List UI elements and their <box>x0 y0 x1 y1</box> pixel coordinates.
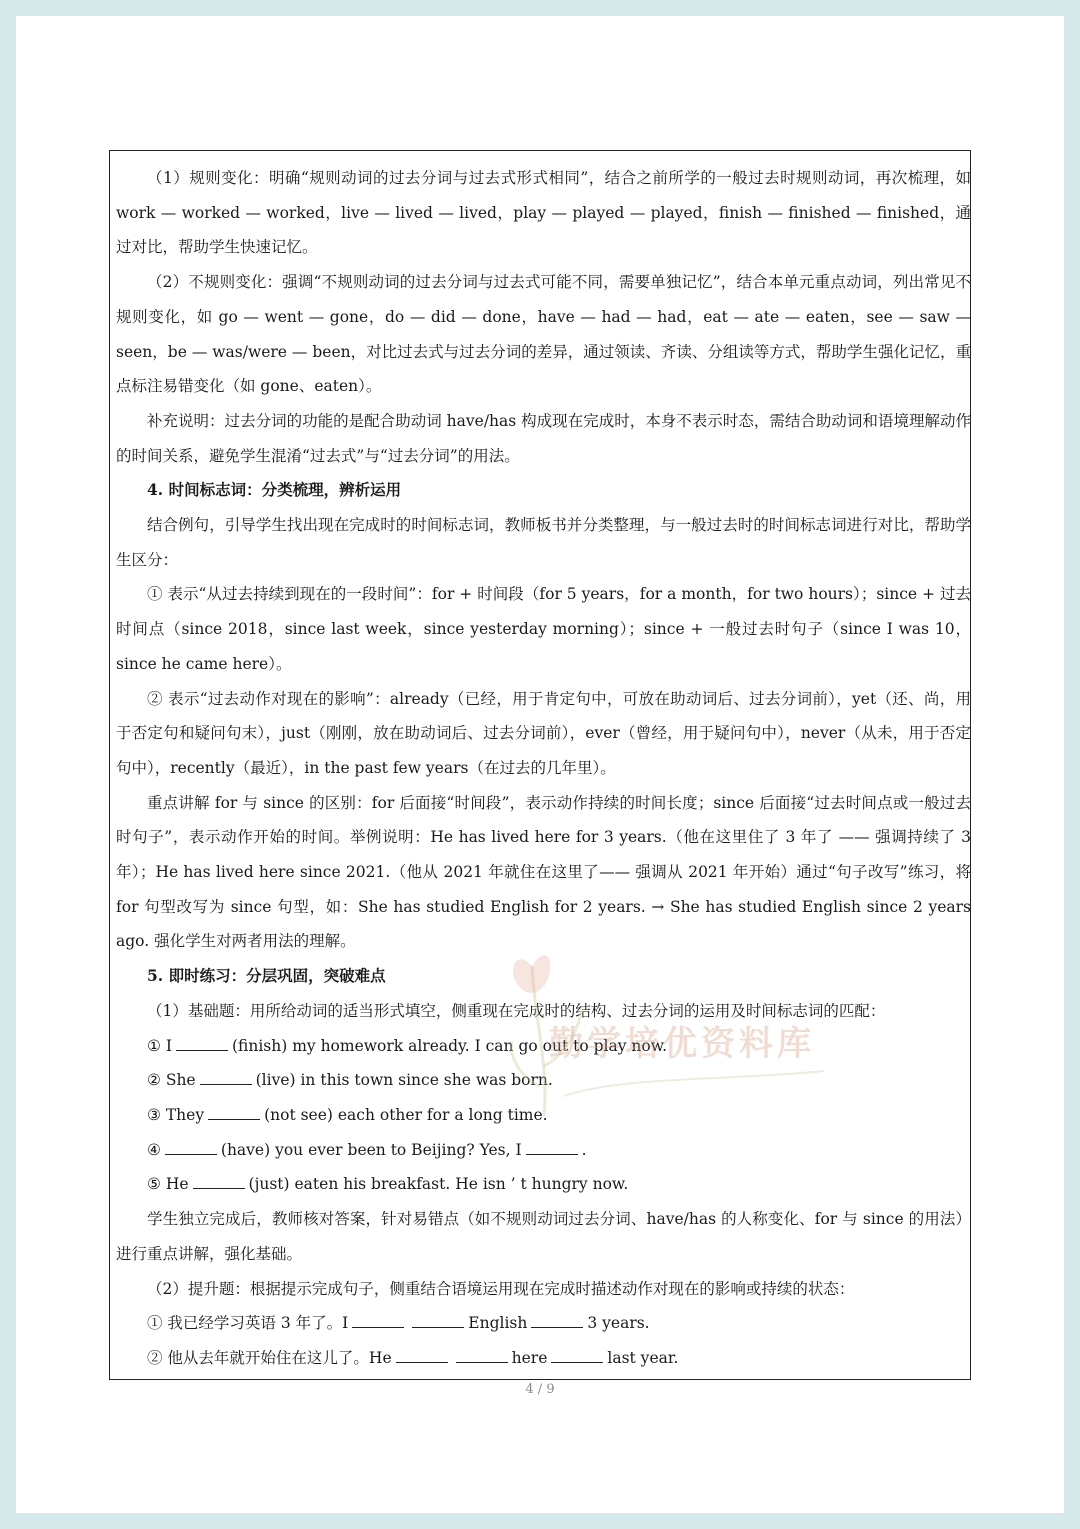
paragraph-basic-exercise-intro: （1）基础题：用所给动词的适当形式填空，侧重现在完成时的结构、过去分词的运用及时间标志词的匹配： <box>147 1001 886 1020</box>
exercise-item-4: ④ (have) you ever been to Beijing? Yes, I . <box>147 1140 587 1159</box>
paragraph-advanced-exercise-intro: （2）提升题：根据提示完成句子，侧重结合语境运用现在完成时描述动作对现在的影响或持续的状态： <box>147 1279 855 1298</box>
answer-blank[interactable] <box>551 1348 603 1363</box>
advanced-item-1: ① 我已经学习英语 3 年了。I English 3 years. <box>147 1314 650 1333</box>
lesson-content <box>116 161 971 1376</box>
exercise-item-5: ⑤ He (just) eaten his breakfast. He isn ’ t hungry now. <box>147 1175 629 1194</box>
answer-blank[interactable] <box>396 1348 448 1363</box>
answer-blank[interactable] <box>352 1313 404 1328</box>
exercise-item-2: ② She (live) in this town since she was born. <box>147 1071 553 1090</box>
answer-blank[interactable] <box>531 1313 583 1328</box>
paragraph-duration-markers: ① 表示“从过去持续到现在的一段时间”：for + 时间段（for 5 years，for a month，for two hours）；since + 过去时间点（since 2018，since last week，since yesterday morning）；since + 一般过去时句子（since I was 10，since he came here）。 <box>116 585 971 673</box>
section-heading-practice: 5. 即时练习：分层巩固，突破难点 <box>147 966 386 986</box>
exercise-item-1: ① I (finish) my homework already. I can go out to play now. <box>147 1036 668 1055</box>
exercise-item-3: ③ They (not see) each other for a long time. <box>147 1105 548 1124</box>
advanced-item-2: ② 他从去年就开始住在这儿了。He here last year. <box>147 1348 679 1367</box>
paragraph-irregular-change: （2）不规则变化：强调“不规则动词的过去分词与过去式可能不同，需要单独记忆”，结合本单元重点动词，列出常见不规则变化，如 go — went — gone，do — did — done，have — had — had，eat — ate — eaten，see — saw — seen，be — was/were — been，对比过去式与过去分词的差异，通过领读、齐读、分组读等方式，帮助学生强化记忆，重点标注易错变化（如 gone、eaten）。 <box>116 273 971 396</box>
answer-blank[interactable] <box>193 1174 245 1189</box>
watermark-text: 勤学培优资料库 <box>549 1024 815 1064</box>
paragraph-time-markers-intro: 结合例句，引导学生找出现在完成时的时间标志词，教师板书并分类整理，与一般过去时的时间标志词进行对比，帮助学生区分： <box>116 516 971 569</box>
answer-blank[interactable] <box>208 1105 260 1120</box>
paragraph-for-since: 重点讲解 for 与 since 的区别：for 后面接“时间段”，表示动作持续的时间长度；since 后面接“过去时间点或一般过去时句子”，表示动作开始的时间。举例说明：He has lived here for 3 years.（他在这里住了 3 年了 —— 强调持续了 3 年）；He has lived here since 2021.（他从 2021 年就住在这里了—— 强调从 2021 年开始）通过“句子改写”练习，将 for 句型改写为 since 句型，如：She has studied English for 2 years. → She has studied English since 2 years ago. 强化学生对两者用法的理解。 <box>116 793 971 951</box>
paragraph-regular-change: （1）规则变化：明确“规则动词的过去分词与过去式形式相同”，结合之前所学的一般过去时规则动词，再次梳理，如 work — worked — worked，live — lived — lived，play — played — played，finish — finished — finished，通过对比，帮助学生快速记忆。 <box>116 169 971 257</box>
answer-blank[interactable] <box>526 1140 578 1155</box>
paragraph-supplement: 补充说明：过去分词的功能的是配合助动词 have/has 构成现在完成时，本身不表示时态，需结合助动词和语境理解动作的时间关系，避免学生混淆“过去式”与“过去分词”的用法。 <box>116 411 971 465</box>
answer-blank[interactable] <box>456 1348 508 1363</box>
answer-blank[interactable] <box>412 1313 464 1328</box>
page-number: 4 / 9 <box>525 1382 555 1397</box>
paragraph-effect-markers: ② 表示“过去动作对现在的影响”：already（已经，用于肯定句中，可放在助动词后、过去分词前），yet（还、尚，用于否定句和疑问句末），just（刚刚，放在助动词后、过去分词前），ever（曾经，用于疑问句中），never（从未，用于否定句中），recently（最近），in the past few years（在过去的几年里）。 <box>116 689 971 777</box>
answer-blank[interactable] <box>165 1140 217 1155</box>
section-heading-time-markers: 4. 时间标志词：分类梳理，辨析运用 <box>147 480 402 500</box>
paragraph-review: 学生独立完成后，教师核对答案，针对易错点（如不规则动词过去分词、have/has 的人称变化、for 与 since 的用法）进行重点讲解，强化基础。 <box>116 1210 971 1263</box>
page <box>16 16 1064 1513</box>
answer-blank[interactable] <box>200 1070 252 1085</box>
answer-blank[interactable] <box>176 1036 228 1051</box>
